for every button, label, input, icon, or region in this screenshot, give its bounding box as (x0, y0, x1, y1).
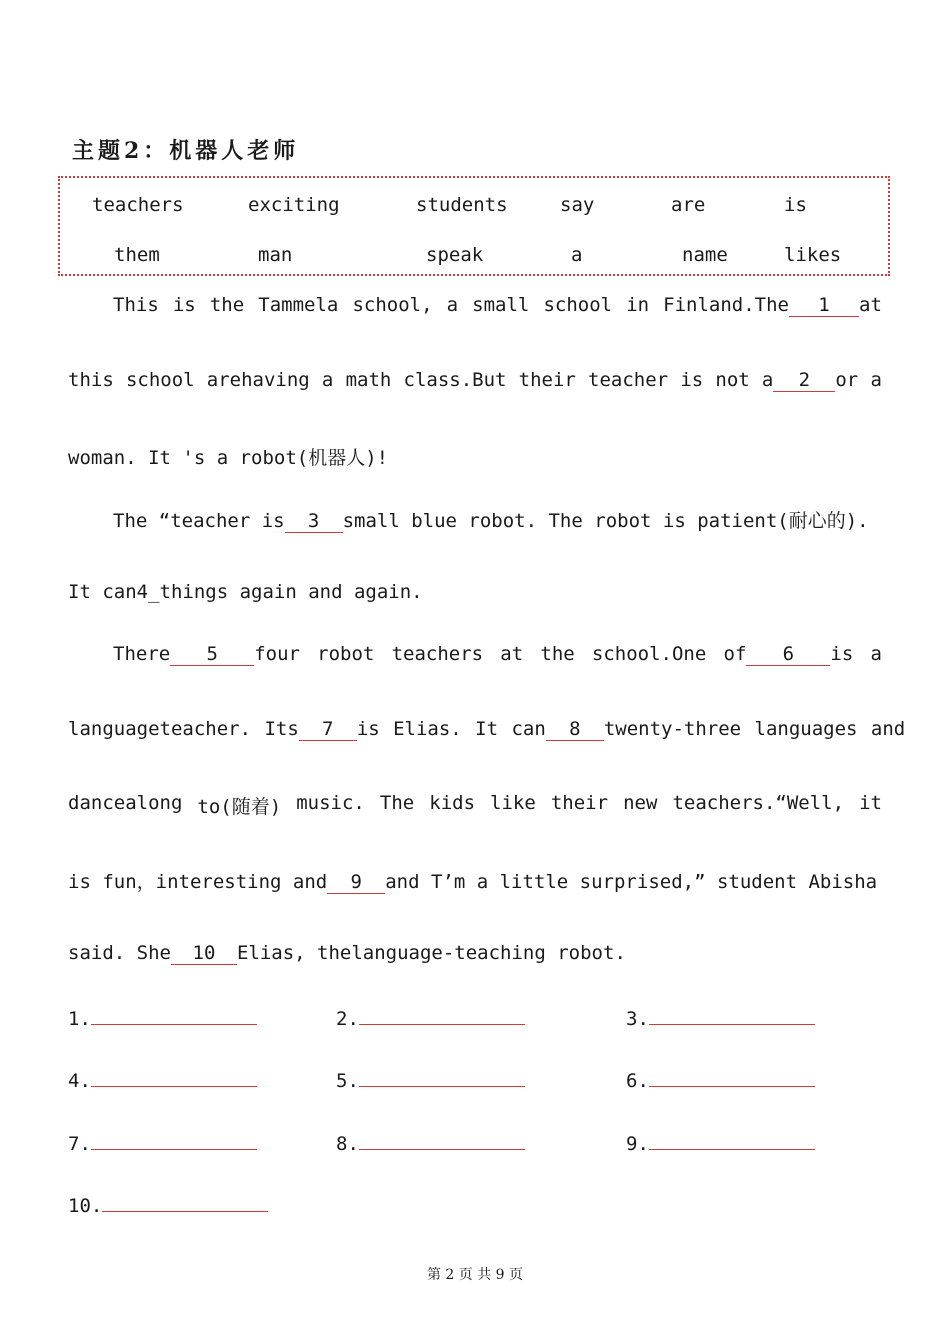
passage-line: woman. It 's a robot(机器人)! (68, 447, 389, 469)
answer-slot (68, 1129, 257, 1155)
passage-word: a (321, 369, 334, 391)
answer-line[interactable] (91, 1004, 257, 1025)
passage-word: class.But (403, 369, 507, 391)
passage-word: a (446, 294, 459, 316)
passage-word: robot (317, 643, 375, 665)
passage-word: it (859, 792, 882, 814)
passage-text: languageteacher. Its (68, 718, 299, 740)
word-bank-item: say (560, 194, 595, 216)
answer-number: 9. (626, 1133, 649, 1155)
passage-word: their (518, 369, 576, 391)
answer-number: 5. (336, 1070, 359, 1092)
passage-word: at (500, 643, 524, 665)
passage-word: Tammela (258, 294, 339, 316)
passage-word: The (379, 792, 415, 814)
word-bank-item: students (416, 194, 508, 216)
passage-word: is (172, 294, 196, 316)
answer-slot (626, 1066, 815, 1092)
passage-word: Finland.The (663, 294, 790, 316)
blank-2[interactable]: 2 (773, 369, 835, 392)
passage-word: not (715, 369, 750, 391)
passage-word: their (550, 792, 609, 814)
passage-line (68, 369, 882, 392)
passage-word: teacher (588, 369, 669, 391)
answer-number: 3. (626, 1008, 649, 1030)
passage-word: at (859, 294, 882, 316)
answer-number: 2. (336, 1008, 359, 1030)
answer-slot (68, 1191, 268, 1217)
passage-line (113, 506, 927, 533)
passage-word: There (113, 643, 171, 665)
passage-word: school (543, 294, 613, 316)
word-bank (58, 176, 890, 276)
passage-word: the (540, 643, 575, 665)
passage-word: This (113, 294, 159, 316)
answer-number: 7. (68, 1133, 91, 1155)
answer-slot (336, 1129, 525, 1155)
word-bank-item: speak (426, 244, 484, 266)
answer-slot (68, 1004, 257, 1030)
answer-line[interactable] (649, 1066, 815, 1087)
passage-line (68, 942, 882, 965)
word-bank-item: teachers (92, 194, 184, 216)
blank-8[interactable]: 8 (546, 718, 604, 741)
passage-word: a (761, 369, 774, 391)
passage-word: in (626, 294, 650, 316)
word-bank-item: man (258, 244, 293, 266)
passage-word: music. (296, 792, 365, 814)
page-footer: 第 2 页 共 9 页 (426, 1267, 524, 1283)
answer-line[interactable] (649, 1004, 815, 1025)
word-bank-item: a (571, 244, 583, 266)
passage-word: to(随着) (197, 796, 282, 818)
passage-word: of (723, 643, 747, 665)
passage-word: teachers (391, 643, 484, 665)
answer-slot (626, 1129, 815, 1155)
passage-text: and T’m a little surprised,” student Abisha (385, 871, 878, 893)
answer-line[interactable] (359, 1129, 525, 1150)
passage-line (68, 718, 906, 741)
blank-3[interactable]: 3 (285, 510, 343, 533)
answer-number: 10. (68, 1195, 103, 1217)
passage-line (113, 643, 882, 666)
passage-text: twenty-three languages and (603, 718, 906, 740)
blank-9[interactable]: 9 (327, 871, 385, 894)
answer-slot (68, 1066, 257, 1092)
passage-line (68, 867, 882, 894)
answer-line[interactable] (649, 1129, 815, 1150)
passage-word: is (830, 643, 854, 665)
passage-word: a (870, 369, 882, 391)
passage-word: this (68, 369, 114, 391)
word-bank-item: exciting (248, 194, 340, 216)
word-bank-item: them (114, 244, 160, 266)
answer-line[interactable] (102, 1191, 268, 1212)
answer-slot (336, 1066, 525, 1092)
passage-word: new (623, 792, 658, 814)
passage-word: school, (352, 294, 433, 316)
answer-line[interactable] (359, 1066, 525, 1087)
passage-word: arehaving (206, 369, 310, 391)
blank-10[interactable]: 10 (171, 942, 237, 965)
passage-line (113, 294, 882, 317)
passage-word: teachers.“Well, (672, 792, 845, 814)
passage-text: Elias, thelanguage-teaching robot. (236, 942, 626, 964)
passage-word: school.One (591, 643, 707, 665)
answer-line[interactable] (91, 1066, 257, 1087)
section-title: 主题2：机器人老师 (72, 138, 300, 164)
answer-number: 1. (68, 1008, 91, 1030)
answer-number: 8. (336, 1133, 359, 1155)
passage-text: is Elias. It can (356, 718, 546, 740)
blank-5[interactable]: 5 (170, 643, 254, 666)
passage-word: math (345, 369, 392, 391)
blank-1[interactable]: 1 (789, 294, 859, 317)
passage-word: dancealong (68, 792, 183, 814)
answer-slot (626, 1004, 815, 1030)
word-bank-item: are (671, 194, 706, 216)
passage-word: a (870, 643, 882, 665)
passage-word: or (835, 369, 859, 391)
answer-line[interactable] (91, 1129, 257, 1150)
passage-word: like (490, 792, 536, 814)
answer-line[interactable] (359, 1004, 525, 1025)
blank-7[interactable]: 7 (299, 718, 357, 741)
answer-number: 6. (626, 1070, 649, 1092)
passage-word: school (125, 369, 195, 391)
passage-line (68, 792, 882, 819)
passage-word: kids (429, 792, 476, 814)
passage-word: is (680, 369, 704, 391)
passage-text: small blue robot. The robot is patient(耐心的). (342, 510, 869, 532)
passage-word: small (472, 294, 530, 316)
answer-slot (336, 1004, 525, 1030)
word-bank-item: is (784, 194, 807, 216)
answer-number: 4. (68, 1070, 91, 1092)
blank-6[interactable]: 6 (746, 643, 830, 666)
word-bank-item: name (682, 244, 728, 266)
passage-word: the (209, 294, 245, 316)
passage-text: is fun，interesting and (68, 871, 328, 893)
passage-line: It can4_things again and again. (68, 581, 423, 603)
passage-word: four (254, 643, 300, 665)
passage-text: said. She (68, 942, 171, 964)
word-bank-item: likes (784, 244, 842, 266)
passage-text: The “teacher is (113, 510, 285, 532)
